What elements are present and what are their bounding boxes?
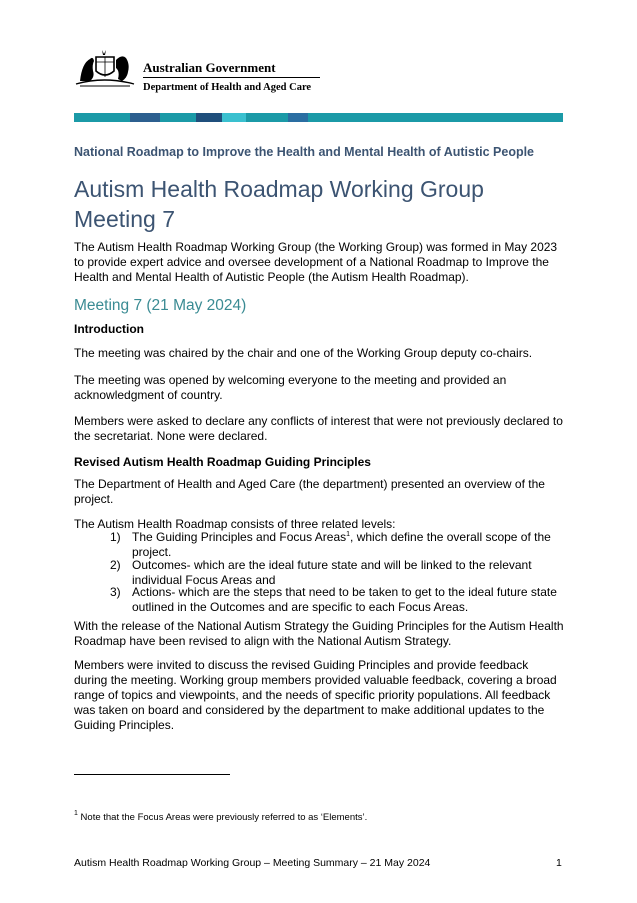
band-segment (348, 113, 563, 122)
band-segment (74, 113, 108, 122)
colour-band (74, 113, 563, 122)
document-subtitle: National Roadmap to Improve the Health and Mental Health of Autistic People (74, 145, 535, 159)
guiding-principles-heading: Revised Autism Health Roadmap Guiding Principles (74, 455, 371, 469)
header-divider (143, 77, 320, 78)
footnote-reference[interactable]: 1 (346, 531, 351, 538)
list-item (110, 558, 560, 588)
list-text: Actions- which are the steps that need to be taken to get to the ideal future state outlined in the Outcomes and are specific to each Focus Areas. (132, 585, 557, 614)
list-text: The Guiding Principles and Focus Areas$^1$, which define the overall scope of the project. (132, 530, 551, 559)
page-footer: Autism Health Roadmap Working Group – Meeting Summary – 21 May 2024 (74, 857, 431, 869)
government-name: Australian Government (143, 60, 276, 75)
list-text: Outcomes- which are the ideal future state and will be linked to the relevant individual Focus Areas and (132, 558, 532, 587)
band-segment (308, 113, 348, 122)
page-number: 1 (556, 857, 562, 869)
paragraph-chair: The meeting was chaired by the chair and one of the Working Group deputy co-chairs. (74, 346, 533, 360)
intro-paragraph: The Autism Health Roadmap Working Group (the Working Group) was formed in May 2023 to provide expert advice and oversee development of a National Roadmap to Improve the Health and Mental Health of Autistic People (the Autism Health Roadmap). (74, 240, 558, 284)
footnote-divider (74, 774, 230, 775)
paragraph-strategy: With the release of the National Autism Strategy the Guiding Principles for the Autism Health Roadmap have been revised to align with the National Autism Strategy. (74, 619, 564, 648)
footnote: $^1$ Note that the Focus Areas were previously referred to as ‘Elements’. (74, 810, 368, 823)
introduction-heading: Introduction (74, 322, 144, 336)
band-segment (130, 113, 160, 122)
list-number: 2) (110, 558, 121, 572)
coat-of-arms-logo (74, 48, 136, 88)
page-title: Autism Health Roadmap Working Group Meeting 7 (74, 176, 484, 232)
band-segment (288, 113, 308, 122)
list-number: 1) (110, 530, 121, 544)
band-segment (196, 113, 222, 122)
paragraph-conflicts: Members were asked to declare any conflicts of interest that were not previously declared to the secretariat. None were declared. (74, 414, 563, 443)
band-segment (246, 113, 288, 122)
band-segment (222, 113, 246, 122)
band-segment (108, 113, 130, 122)
department-name: Department of Health and Aged Care (143, 82, 312, 93)
meeting-heading: Meeting 7 (21 May 2024) (74, 297, 247, 314)
list-item (110, 530, 560, 560)
paragraph-overview: The Department of Health and Aged Care (the department) presented an overview of the project. (74, 477, 545, 506)
list-number: 3) (110, 585, 121, 599)
band-segment (160, 113, 196, 122)
paragraph-feedback: Members were invited to discuss the revised Guiding Principles and provide feedback during the meeting. Working group members provided valuable feedback, covering a broad range of topics and viewpoints, and the needs of specific priority populations. All feedback was taken on board and considered by the department to make additional updates to the Guiding Principles. (74, 658, 557, 732)
paragraph-levels: The Autism Health Roadmap consists of three related levels: (74, 517, 396, 531)
paragraph-welcome: The meeting was opened by welcoming everyone to the meeting and provided an acknowledgment of country. (74, 373, 507, 402)
list-item (110, 585, 560, 615)
